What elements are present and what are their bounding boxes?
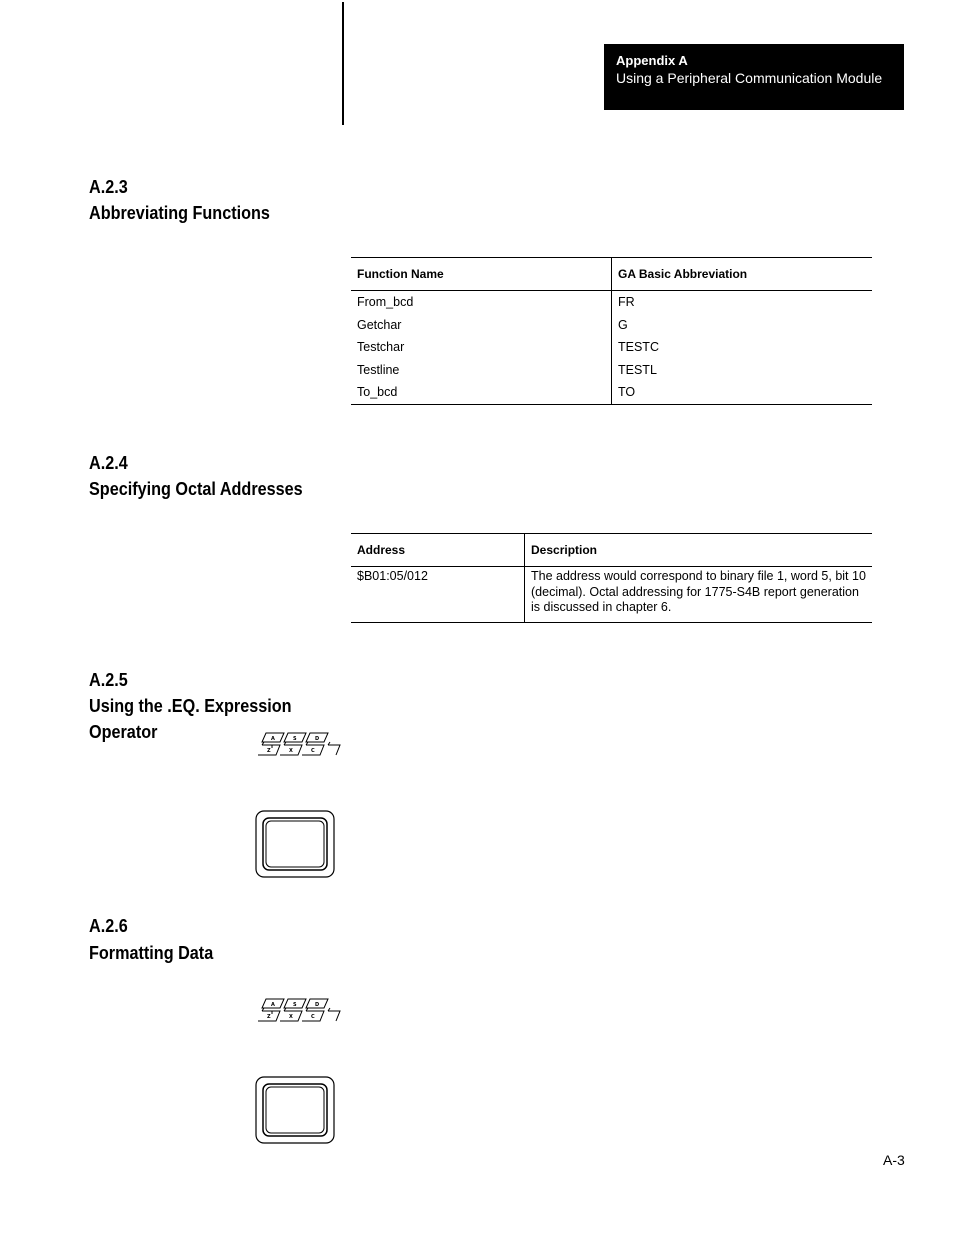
table-cell: TESTL [618, 362, 657, 377]
section-title: Abbreviating Functions [89, 203, 270, 223]
table-cell: From_bcd [351, 291, 612, 314]
keyboard-icon [258, 730, 342, 760]
table-row [351, 336, 872, 359]
table-cell: G [618, 317, 628, 332]
table-cell: Getchar [351, 314, 612, 337]
column-header-abbreviation: GA Basic Abbreviation [612, 258, 873, 291]
svg-text:S: S [293, 1002, 297, 1008]
table-row [351, 291, 872, 314]
abbreviation-table [351, 257, 872, 405]
table-cell: $B01:05/012 [351, 567, 525, 623]
svg-text:S: S [293, 736, 297, 742]
header-subtitle: Using a Peripheral Communication Module [616, 70, 883, 86]
table-cell: Testline [351, 359, 612, 382]
table-row [351, 359, 872, 382]
table-row [351, 314, 872, 337]
page-number: A-3 [883, 1152, 905, 1168]
table-cell: The address would correspond to binary file 1, word 5, bit 10 (decimal). Octal addressing for 1775-S4B report generation is discussed in chapter 6. [531, 569, 866, 614]
section-number: A.2.3 [89, 177, 128, 197]
svg-text:C: C [311, 1014, 315, 1020]
column-header-address: Address [351, 534, 525, 567]
svg-text:A: A [271, 1002, 275, 1008]
table-cell: To_bcd [351, 381, 612, 404]
svg-text:D: D [315, 736, 320, 742]
column-header-function-name: Function Name [351, 258, 612, 291]
table-row [351, 567, 872, 623]
running-header [604, 44, 904, 110]
section-title: Formatting Data [89, 943, 214, 963]
vertical-rule [342, 2, 344, 125]
section-number: A.2.5 [89, 670, 128, 690]
svg-text:C: C [311, 748, 315, 754]
section-title: Using the .EQ. Expression Operator [89, 696, 292, 742]
table-cell: TESTC [618, 340, 659, 354]
table-cell: TO [618, 385, 636, 399]
keyboard-icon [258, 996, 342, 1026]
section-number: A.2.4 [89, 453, 128, 473]
table-cell: FR [618, 295, 635, 309]
svg-text:X: X [289, 1014, 293, 1020]
octal-address-table [351, 533, 872, 623]
table-cell: Testchar [351, 336, 612, 359]
monitor-screen-icon [255, 810, 335, 878]
section-title: Specifying Octal Addresses [89, 479, 303, 499]
header-appendix: Appendix A [616, 53, 688, 68]
svg-text:Z: Z [267, 748, 271, 754]
svg-text:D: D [315, 1002, 320, 1008]
monitor-screen-icon [255, 1076, 335, 1144]
svg-text:Z: Z [267, 1014, 271, 1020]
table-row [351, 381, 872, 404]
svg-text:A: A [271, 736, 275, 742]
section-number: A.2.6 [89, 916, 128, 936]
column-header-description: Description [525, 534, 873, 567]
svg-text:X: X [289, 748, 293, 754]
